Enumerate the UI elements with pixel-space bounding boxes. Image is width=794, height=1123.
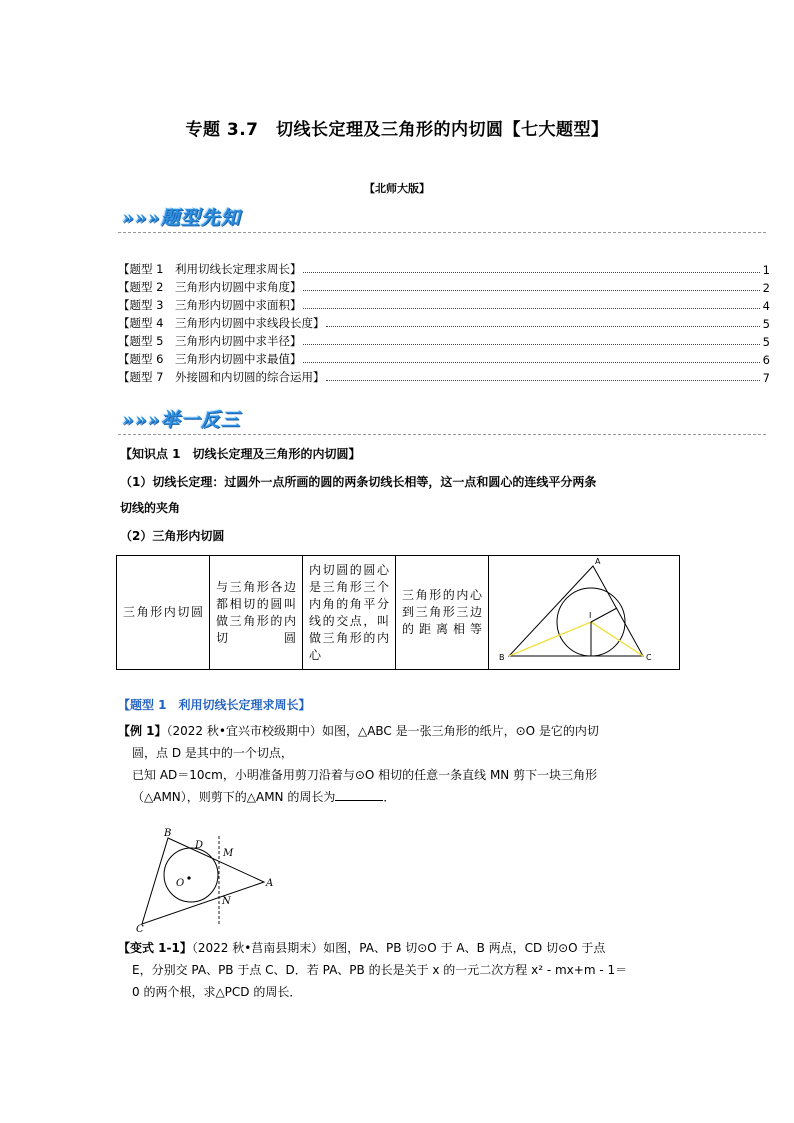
variant-line1: （2022 秋•莒南县期末）如图，PA、PB 切⊙O 于 A、B 两点，CD 切⊙O 于点: [191, 941, 606, 955]
toc-item-label: 【题型 5 三角形内切圆中求半径】: [118, 334, 302, 348]
label-n: N: [222, 896, 231, 907]
toc-item-label: 【题型 3 三角形内切圆中求面积】: [118, 298, 302, 312]
toc-item-6[interactable]: [118, 349, 770, 367]
example-line1: （2022 秋•宜兴市校级期中）如图，△ABC 是一张三角形的纸片，⊙O 是它的内切: [166, 724, 599, 738]
label-a: A: [595, 557, 601, 566]
toc-item-label: 【题型 7 外接圆和内切圆的综合运用】: [118, 370, 325, 384]
label-b: B: [499, 653, 505, 662]
divider: [118, 434, 766, 435]
banner-examples: »»»举一反三: [122, 409, 241, 431]
label-a: A: [266, 878, 274, 889]
toc-item-label: 【题型 6 三角形内切圆中求最值】: [118, 352, 302, 366]
bisector-b: [509, 622, 591, 656]
edition-label: 【北师大版】: [364, 182, 430, 195]
toc-item-label: 【题型 2 三角形内切圆中求角度】: [118, 280, 302, 294]
toc-item-7[interactable]: [118, 367, 770, 385]
label-b: B: [164, 828, 172, 839]
toc-item-5[interactable]: [118, 331, 770, 349]
toc-page: 1: [762, 263, 770, 277]
table-cell-incenter: 内切圆的圆心是三角形三个内角的角平分线的交点，叫做三角形的内心: [303, 556, 396, 670]
table-cell-property: 三角形的内心到三角形三边的距离相等: [396, 556, 489, 670]
variant-tag: 【变式 1-1】: [118, 941, 192, 955]
toc-leader: [326, 380, 760, 381]
toc-page: 5: [762, 335, 770, 349]
variant-1-1: [118, 937, 678, 1003]
toc-page: 2: [762, 281, 770, 295]
example-line2: 圆，点 D 是其中的一个切点，: [132, 746, 293, 760]
table-cell-figure: [489, 556, 680, 670]
toc-page: 7: [762, 371, 770, 385]
radius-line-2: [591, 608, 617, 622]
center-o: [187, 876, 190, 879]
toc-page: 5: [762, 317, 770, 331]
toc-item-label: 【题型 4 三角形内切圆中求线段长度】: [118, 316, 325, 330]
example-1-figure: [130, 826, 290, 936]
page-title: 专题 3.7 切线长定理及三角形的内切圆【七大题型】: [185, 120, 609, 140]
example-line4: （△AMN），则剪下的△AMN 的周长为 ．: [132, 790, 396, 804]
toc-leader: [326, 326, 760, 327]
toc-page: 4: [762, 299, 770, 313]
knowledge-heading: 【知识点 1 切线长定理及三角形的内切圆】: [120, 447, 361, 461]
example-1: [118, 720, 678, 808]
banner-question-types: »»»题型先知: [122, 207, 241, 229]
section-heading-type1: 【题型 1 利用切线长定理求周长】: [118, 698, 311, 712]
toc-leader: [303, 344, 760, 345]
label-c: C: [646, 653, 652, 662]
example-line3: 已知 AD＝10cm，小明准备用剪刀沿着与⊙O 相切的任意一条直线 MN 剪下一块三角形: [132, 768, 598, 782]
knowledge-table: [116, 555, 680, 670]
toc-item-3[interactable]: [118, 295, 770, 313]
knowledge-p1-line1: （1）切线长定理：过圆外一点所画的圆的两条切线长相等，这一点和圆心的连线平分两条: [120, 475, 597, 489]
label-c: C: [136, 924, 144, 935]
toc-item-2[interactable]: [118, 277, 770, 295]
incircle-o: [164, 848, 218, 902]
toc-leader: [303, 290, 760, 291]
label-i: I: [589, 611, 592, 620]
divider: [118, 232, 766, 233]
variant-line2: E，分别交 PA、PB 于点 C、D．若 PA、PB 的长是关于 x 的一元二次方程 x² - mx+m - 1＝: [132, 963, 628, 977]
label-o: O: [176, 878, 185, 889]
toc-leader: [303, 362, 760, 363]
incircle-figure: [489, 556, 665, 666]
toc-item-label: 【题型 1 利用切线长定理求周长】: [118, 262, 302, 276]
knowledge-p1-line2: 切线的夹角: [120, 501, 181, 515]
label-d: D: [195, 840, 204, 851]
toc-item-1[interactable]: [118, 259, 770, 277]
answer-blank: [335, 788, 383, 801]
toc-item-4[interactable]: [118, 313, 770, 331]
example-tag: 【例 1】: [118, 724, 167, 738]
label-m: M: [223, 848, 234, 859]
table-cell-definition: 与三角形各边都相切的圆叫做三角形的内切圆: [210, 556, 303, 670]
toc-leader: [303, 308, 760, 309]
knowledge-p2: （2）三角形内切圆: [120, 529, 225, 543]
toc-leader: [303, 272, 760, 273]
toc-page: 6: [762, 353, 770, 367]
table-cell-term: 三角形内切圆: [117, 556, 210, 670]
bisector-c: [591, 622, 643, 656]
variant-line3: 0 的两个根，求△PCD 的周长．: [132, 985, 302, 999]
